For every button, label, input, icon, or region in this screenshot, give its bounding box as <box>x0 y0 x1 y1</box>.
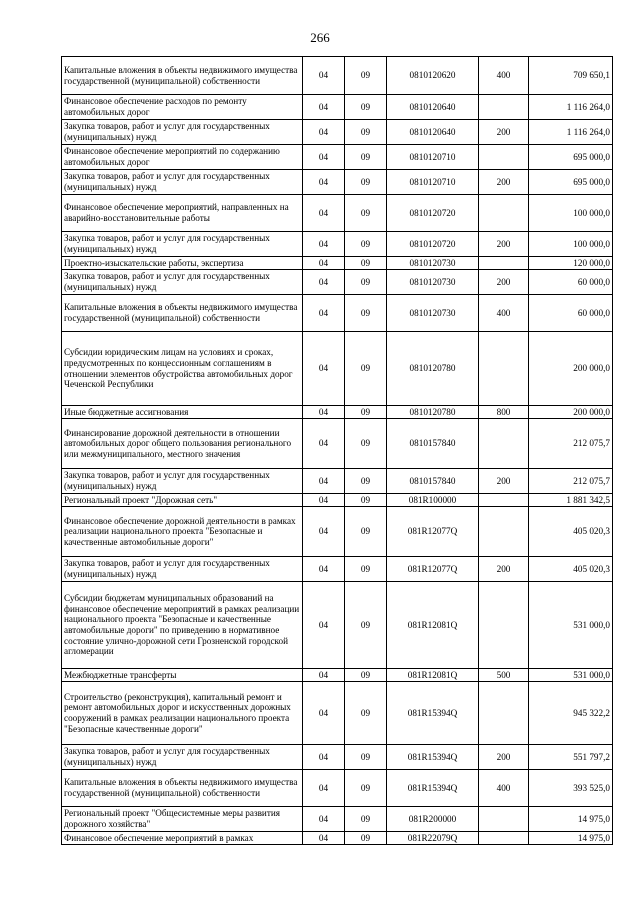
row-amount-cell: 1 116 264,0 <box>529 95 613 120</box>
table-row <box>62 669 613 682</box>
row-expense-type-cell: 500 <box>479 669 529 682</box>
row-amount-cell: 945 322,2 <box>529 682 613 745</box>
row-expense-type-cell: 200 <box>479 232 529 257</box>
row-section-cell: 04 <box>303 332 345 406</box>
row-section-cell: 04 <box>303 494 345 507</box>
row-amount-cell: 60 000,0 <box>529 295 613 332</box>
row-name-cell: Субсидии бюджетам муниципальных образований на финансовое обеспечение мероприятий в рамках реализации национального проекта "Безопасные и качественные автомобильные дороги" по приведению в нормативное состояние улично-дорожной сети Грозненской городской агломерации <box>62 582 303 669</box>
row-name-cell: Финансовое обеспечение мероприятий в рамках <box>62 832 303 845</box>
row-section-cell: 04 <box>303 745 345 770</box>
row-section-cell: 04 <box>303 95 345 120</box>
row-name-cell: Капитальные вложения в объекты недвижимого имущества государственной (муниципальной) собственности <box>62 57 303 95</box>
row-expense-type-cell: 200 <box>479 120 529 145</box>
table-row <box>62 295 613 332</box>
row-name-cell: Финансовое обеспечение мероприятий, направленных на аварийно-восстановительные работы <box>62 195 303 232</box>
row-subsection-cell: 09 <box>345 669 387 682</box>
row-name-cell: Финансовое обеспечение мероприятий по содержанию автомобильных дорог <box>62 145 303 170</box>
row-name-cell: Региональный проект "Общесистемные меры развития дорожного хозяйства" <box>62 807 303 832</box>
row-section-cell: 04 <box>303 270 345 295</box>
row-target-code-cell: 081R12077Q <box>387 557 479 582</box>
row-expense-type-cell <box>479 682 529 745</box>
row-subsection-cell: 09 <box>345 745 387 770</box>
row-section-cell: 04 <box>303 195 345 232</box>
row-amount-cell: 14 975,0 <box>529 832 613 845</box>
table-row <box>62 494 613 507</box>
row-expense-type-cell: 400 <box>479 57 529 95</box>
row-expense-type-cell <box>479 195 529 232</box>
row-section-cell: 04 <box>303 469 345 494</box>
row-section-cell: 04 <box>303 257 345 270</box>
table-row <box>62 57 613 95</box>
row-expense-type-cell: 400 <box>479 770 529 807</box>
row-target-code-cell: 0810120730 <box>387 257 479 270</box>
row-target-code-cell: 0810120640 <box>387 95 479 120</box>
row-target-code-cell: 0810120730 <box>387 295 479 332</box>
row-expense-type-cell: 200 <box>479 745 529 770</box>
row-section-cell: 04 <box>303 557 345 582</box>
table-row <box>62 257 613 270</box>
table-row <box>62 95 613 120</box>
table-row <box>62 406 613 419</box>
row-subsection-cell: 09 <box>345 406 387 419</box>
row-amount-cell: 551 797,2 <box>529 745 613 770</box>
row-amount-cell: 14 975,0 <box>529 807 613 832</box>
row-name-cell: Закупка товаров, работ и услуг для государственных (муниципальных) нужд <box>62 170 303 195</box>
row-amount-cell: 1 881 342,5 <box>529 494 613 507</box>
table-row <box>62 332 613 406</box>
row-name-cell: Закупка товаров, работ и услуг для государственных (муниципальных) нужд <box>62 232 303 257</box>
row-subsection-cell: 09 <box>345 557 387 582</box>
row-target-code-cell: 0810120710 <box>387 145 479 170</box>
row-section-cell: 04 <box>303 57 345 95</box>
row-target-code-cell: 0810120710 <box>387 170 479 195</box>
row-amount-cell: 695 000,0 <box>529 170 613 195</box>
row-amount-cell: 405 020,3 <box>529 557 613 582</box>
row-section-cell: 04 <box>303 832 345 845</box>
row-expense-type-cell <box>479 145 529 170</box>
row-target-code-cell: 0810120780 <box>387 332 479 406</box>
row-name-cell: Закупка товаров, работ и услуг для государственных (муниципальных) нужд <box>62 270 303 295</box>
row-target-code-cell: 081R22079Q <box>387 832 479 845</box>
row-amount-cell: 393 525,0 <box>529 770 613 807</box>
row-name-cell: Строительство (реконструкция), капитальный ремонт и ремонт автомобильных дорог и искусственных дорожных сооружений в рамках реализации национального проекта "Безопасные качественные дороги" <box>62 682 303 745</box>
row-amount-cell: 200 000,0 <box>529 332 613 406</box>
row-target-code-cell: 0810120720 <box>387 232 479 257</box>
row-subsection-cell: 09 <box>345 195 387 232</box>
table-row <box>62 170 613 195</box>
row-name-cell: Закупка товаров, работ и услуг для государственных (муниципальных) нужд <box>62 469 303 494</box>
row-subsection-cell: 09 <box>345 57 387 95</box>
row-amount-cell: 60 000,0 <box>529 270 613 295</box>
row-subsection-cell: 09 <box>345 295 387 332</box>
row-expense-type-cell <box>479 332 529 406</box>
row-expense-type-cell <box>479 494 529 507</box>
row-subsection-cell: 09 <box>345 419 387 469</box>
row-target-code-cell: 0810120620 <box>387 57 479 95</box>
budget-table-body <box>62 57 613 845</box>
row-section-cell: 04 <box>303 669 345 682</box>
page-number: 266 <box>310 30 330 45</box>
row-name-cell: Закупка товаров, работ и услуг для государственных (муниципальных) нужд <box>62 745 303 770</box>
table-row <box>62 745 613 770</box>
row-expense-type-cell: 200 <box>479 557 529 582</box>
row-expense-type-cell: 200 <box>479 170 529 195</box>
row-expense-type-cell <box>479 419 529 469</box>
row-expense-type-cell: 400 <box>479 295 529 332</box>
row-expense-type-cell <box>479 807 529 832</box>
row-target-code-cell: 0810157840 <box>387 469 479 494</box>
row-amount-cell: 1 116 264,0 <box>529 120 613 145</box>
table-row <box>62 195 613 232</box>
row-name-cell: Субсидии юридическим лицам на условиях и сроках, предусмотренных по концессионным соглашениям в отношении элементов обустройства автомобильных дорог Чеченской Республики <box>62 332 303 406</box>
table-row <box>62 557 613 582</box>
row-target-code-cell: 081R15394Q <box>387 682 479 745</box>
row-subsection-cell: 09 <box>345 832 387 845</box>
table-row <box>62 807 613 832</box>
row-target-code-cell: 0810120780 <box>387 406 479 419</box>
table-row <box>62 419 613 469</box>
row-subsection-cell: 09 <box>345 95 387 120</box>
row-section-cell: 04 <box>303 582 345 669</box>
row-expense-type-cell <box>479 507 529 557</box>
row-name-cell: Межбюджетные трансферты <box>62 669 303 682</box>
table-row <box>62 232 613 257</box>
row-target-code-cell: 0810120730 <box>387 270 479 295</box>
row-expense-type-cell: 800 <box>479 406 529 419</box>
row-subsection-cell: 09 <box>345 507 387 557</box>
row-amount-cell: 212 075,7 <box>529 419 613 469</box>
row-target-code-cell: 081R12081Q <box>387 669 479 682</box>
row-expense-type-cell <box>479 582 529 669</box>
row-subsection-cell: 09 <box>345 232 387 257</box>
row-name-cell: Проектно-изыскательские работы, экспертиза <box>62 257 303 270</box>
row-name-cell: Региональный проект "Дорожная сеть" <box>62 494 303 507</box>
row-expense-type-cell: 200 <box>479 469 529 494</box>
table-row <box>62 145 613 170</box>
row-subsection-cell: 09 <box>345 270 387 295</box>
row-target-code-cell: 081R15394Q <box>387 770 479 807</box>
table-row <box>62 832 613 845</box>
row-section-cell: 04 <box>303 770 345 807</box>
row-target-code-cell: 081R15394Q <box>387 745 479 770</box>
row-amount-cell: 100 000,0 <box>529 195 613 232</box>
row-name-cell: Финансовое обеспечение дорожной деятельности в рамках реализации национального проекта "Безопасные и качественные автомобильные дороги" <box>62 507 303 557</box>
row-amount-cell: 695 000,0 <box>529 145 613 170</box>
row-name-cell: Капитальные вложения в объекты недвижимого имущества государственной (муниципальной) собственности <box>62 770 303 807</box>
row-subsection-cell: 09 <box>345 682 387 745</box>
row-amount-cell: 531 000,0 <box>529 669 613 682</box>
row-section-cell: 04 <box>303 232 345 257</box>
row-subsection-cell: 09 <box>345 332 387 406</box>
row-section-cell: 04 <box>303 170 345 195</box>
row-subsection-cell: 09 <box>345 469 387 494</box>
row-amount-cell: 405 020,3 <box>529 507 613 557</box>
row-section-cell: 04 <box>303 682 345 745</box>
budget-table <box>61 56 613 845</box>
table-row <box>62 682 613 745</box>
row-name-cell: Финансовое обеспечение расходов по ремонту автомобильных дорог <box>62 95 303 120</box>
row-name-cell: Закупка товаров, работ и услуг для государственных (муниципальных) нужд <box>62 557 303 582</box>
row-name-cell: Закупка товаров, работ и услуг для государственных (муниципальных) нужд <box>62 120 303 145</box>
row-amount-cell: 120 000,0 <box>529 257 613 270</box>
row-section-cell: 04 <box>303 807 345 832</box>
row-target-code-cell: 081R100000 <box>387 494 479 507</box>
row-target-code-cell: 0810120720 <box>387 195 479 232</box>
table-row <box>62 270 613 295</box>
row-subsection-cell: 09 <box>345 257 387 270</box>
row-section-cell: 04 <box>303 406 345 419</box>
row-section-cell: 04 <box>303 120 345 145</box>
row-name-cell: Капитальные вложения в объекты недвижимого имущества государственной (муниципальной) собственности <box>62 295 303 332</box>
table-row <box>62 120 613 145</box>
table-row <box>62 507 613 557</box>
row-name-cell: Финансирование дорожной деятельности в отношении автомобильных дорог общего пользования регионального или межмуниципального, местного значения <box>62 419 303 469</box>
row-subsection-cell: 09 <box>345 582 387 669</box>
row-amount-cell: 531 000,0 <box>529 582 613 669</box>
row-expense-type-cell <box>479 95 529 120</box>
row-expense-type-cell: 200 <box>479 270 529 295</box>
row-subsection-cell: 09 <box>345 770 387 807</box>
row-target-code-cell: 0810120640 <box>387 120 479 145</box>
row-target-code-cell: 0810157840 <box>387 419 479 469</box>
row-section-cell: 04 <box>303 507 345 557</box>
row-name-cell: Иные бюджетные ассигнования <box>62 406 303 419</box>
row-subsection-cell: 09 <box>345 170 387 195</box>
row-target-code-cell: 081R12077Q <box>387 507 479 557</box>
row-section-cell: 04 <box>303 295 345 332</box>
row-subsection-cell: 09 <box>345 807 387 832</box>
row-target-code-cell: 081R200000 <box>387 807 479 832</box>
table-row <box>62 582 613 669</box>
row-section-cell: 04 <box>303 419 345 469</box>
row-target-code-cell: 081R12081Q <box>387 582 479 669</box>
row-amount-cell: 100 000,0 <box>529 232 613 257</box>
row-subsection-cell: 09 <box>345 494 387 507</box>
table-row <box>62 770 613 807</box>
row-amount-cell: 200 000,0 <box>529 406 613 419</box>
row-section-cell: 04 <box>303 145 345 170</box>
row-expense-type-cell <box>479 257 529 270</box>
row-subsection-cell: 09 <box>345 120 387 145</box>
row-amount-cell: 709 650,1 <box>529 57 613 95</box>
row-amount-cell: 212 075,7 <box>529 469 613 494</box>
row-subsection-cell: 09 <box>345 145 387 170</box>
table-row <box>62 469 613 494</box>
row-expense-type-cell <box>479 832 529 845</box>
